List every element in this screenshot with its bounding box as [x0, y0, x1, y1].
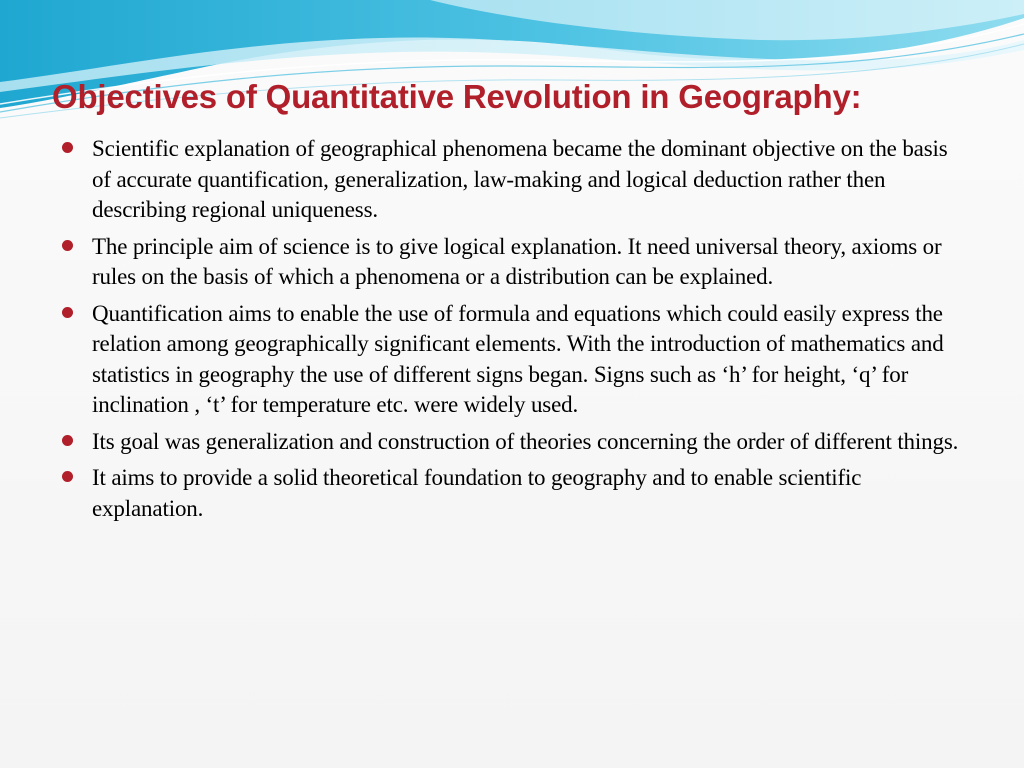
bullet-text: Quantification aims to enable the use of formula and equations which could easily express the relation among geographically significant elements. With the introduction of mathematics and statistics in geography the use of different signs began. Signs such as ‘h’ for height, ‘q’ for inclination , ‘t’ for temperature etc. were widely used. [92, 300, 944, 417]
slide-title: Objectives of Quantitative Revolution in Geography: [52, 78, 862, 115]
bullet-text: It aims to provide a solid theoretical foundation to geography and to enable scientific explanation. [92, 465, 862, 521]
bullet-text: Its goal was generalization and construction of theories concerning the order of different things. [92, 428, 959, 454]
bullet-item [60, 299, 972, 421]
bullet-dot-icon [62, 307, 73, 318]
bullet-text: Scientific explanation of geographical phenomena became the dominant objective on the basis of accurate quantification, generalization, law-making and logical deduction rather then describing regional uniqueness. [92, 136, 948, 222]
bullet-text: The principle aim of science is to give logical explanation. It need universal theory, axioms or rules on the basis of which a phenomena or a distribution can be explained. [92, 233, 942, 289]
bullet-item [60, 134, 972, 226]
bullet-item [60, 427, 972, 458]
bullet-item [60, 232, 972, 293]
bullet-dot-icon [62, 435, 73, 446]
bullet-item [60, 463, 972, 524]
bullet-dot-icon [62, 471, 73, 482]
bullet-dot-icon [62, 240, 73, 251]
bullet-dot-icon [62, 142, 73, 153]
bullet-list [60, 134, 972, 530]
